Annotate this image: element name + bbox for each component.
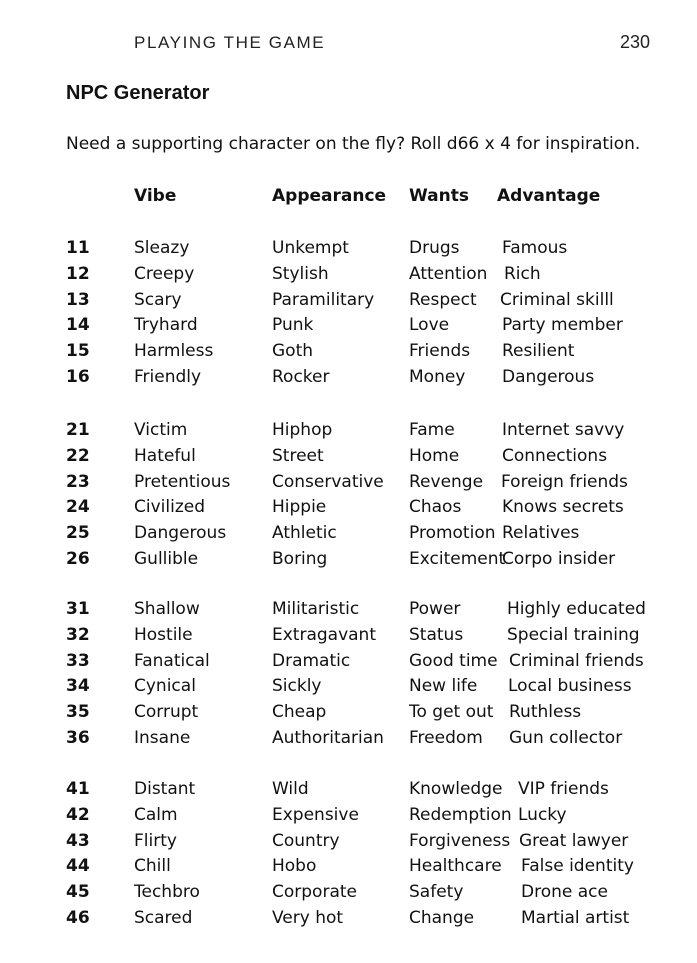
row-number: 25 xyxy=(66,523,90,544)
column-header-appearance: Appearance xyxy=(272,186,387,206)
vibe-cell: Corrupt xyxy=(134,702,199,723)
column-header-vibe: Vibe xyxy=(134,186,177,206)
appearance-cell: Athletic xyxy=(272,523,337,544)
row-number: 11 xyxy=(66,238,90,258)
vibe-cell: Scared xyxy=(134,908,193,928)
row-number: 45 xyxy=(66,882,90,903)
advantage-cell: Local business xyxy=(508,676,632,697)
wants-cell: Freedom xyxy=(409,728,483,748)
row-number: 12 xyxy=(66,263,90,284)
vibe-cell: Calm xyxy=(134,804,178,825)
vibe-cell: Gullible xyxy=(134,549,199,569)
wants-cell: Good time xyxy=(409,650,498,671)
row-number: 15 xyxy=(66,341,90,362)
row-number: 16 xyxy=(66,367,90,387)
appearance-cell: Unkempt xyxy=(272,238,349,258)
advantage-cell: Relatives xyxy=(502,523,580,544)
vibe-cell: Friendly xyxy=(134,367,202,387)
row-number: 33 xyxy=(66,650,90,671)
wants-cell: Home xyxy=(409,445,460,466)
advantage-cell: Dangerous xyxy=(502,367,595,387)
advantage-cell: Ruthless xyxy=(509,702,582,723)
appearance-cell: Stylish xyxy=(272,263,329,284)
row-number: 35 xyxy=(66,702,90,723)
column-header-advantage: Advantage xyxy=(497,186,601,206)
appearance-cell: Sickly xyxy=(272,676,322,697)
wants-cell: Chaos xyxy=(409,497,462,518)
row-number: 22 xyxy=(66,445,90,466)
page-title: NPC Generator xyxy=(66,82,210,104)
appearance-cell: Authoritarian xyxy=(272,728,384,748)
advantage-cell: Resilient xyxy=(502,341,575,362)
intro-paragraph: Need a supporting character on the fly? Roll d66 x 4 for inspiration. xyxy=(66,134,641,154)
wants-cell: Drugs xyxy=(409,238,460,258)
wants-cell: Love xyxy=(409,315,450,336)
advantage-cell: VIP friends xyxy=(518,779,609,799)
advantage-cell: Knows secrets xyxy=(502,497,624,518)
appearance-cell: Paramilitary xyxy=(272,289,375,310)
advantage-cell: False identity xyxy=(521,856,634,877)
advantage-cell: Special training xyxy=(507,624,640,645)
wants-cell: Forgiveness xyxy=(409,830,511,851)
appearance-cell: Goth xyxy=(272,341,314,362)
appearance-cell: Hippie xyxy=(272,497,327,518)
row-number: 42 xyxy=(66,804,90,825)
wants-cell: Respect xyxy=(409,289,477,310)
column-header-wants: Wants xyxy=(409,186,469,206)
row-number: 44 xyxy=(66,856,90,877)
vibe-cell: Civilized xyxy=(134,497,205,518)
vibe-cell: Dangerous xyxy=(134,523,227,544)
appearance-cell: Conservative xyxy=(272,471,384,492)
running-header: PLAYING THE GAME xyxy=(134,33,326,52)
advantage-cell: Corpo insider xyxy=(502,549,616,569)
wants-cell: Safety xyxy=(409,882,464,903)
appearance-cell: Dramatic xyxy=(272,650,351,671)
appearance-cell: Country xyxy=(272,830,340,851)
wants-cell: Status xyxy=(409,624,464,645)
row-number: 21 xyxy=(66,420,90,440)
vibe-cell: Distant xyxy=(134,779,196,799)
row-number: 14 xyxy=(66,315,90,336)
wants-cell: Excitement xyxy=(409,549,506,569)
row-number: 46 xyxy=(66,908,90,928)
advantage-cell: Internet savvy xyxy=(502,420,625,440)
row-number: 31 xyxy=(66,599,90,619)
vibe-cell: Shallow xyxy=(134,599,200,619)
appearance-cell: Expensive xyxy=(272,804,359,825)
row-number: 23 xyxy=(66,471,90,492)
advantage-cell: Foreign friends xyxy=(501,471,628,492)
vibe-cell: Techbro xyxy=(134,882,200,903)
wants-cell: Redemption xyxy=(409,804,512,825)
vibe-cell: Flirty xyxy=(134,830,177,851)
advantage-cell: Connections xyxy=(502,445,608,466)
vibe-cell: Sleazy xyxy=(134,238,190,258)
advantage-cell: Drone ace xyxy=(521,882,608,903)
wants-cell: To get out xyxy=(409,702,494,723)
appearance-cell: Corporate xyxy=(272,882,357,903)
vibe-cell: Creepy xyxy=(134,263,195,284)
appearance-cell: Very hot xyxy=(272,908,344,928)
wants-cell: Healthcare xyxy=(409,856,502,877)
appearance-cell: Cheap xyxy=(272,702,327,723)
row-number: 43 xyxy=(66,830,90,851)
appearance-cell: Boring xyxy=(272,549,328,569)
row-number: 36 xyxy=(66,728,90,748)
row-number: 24 xyxy=(66,497,90,518)
advantage-cell: Highly educated xyxy=(507,599,646,619)
appearance-cell: Rocker xyxy=(272,367,330,387)
appearance-cell: Hiphop xyxy=(272,420,333,440)
vibe-cell: Harmless xyxy=(134,341,214,362)
advantage-cell: Martial artist xyxy=(521,908,630,928)
row-number: 32 xyxy=(66,624,90,645)
wants-cell: Knowledge xyxy=(409,779,503,799)
row-number: 41 xyxy=(66,779,90,799)
advantage-cell: Lucky xyxy=(518,804,567,825)
wants-cell: Revenge xyxy=(409,471,484,492)
vibe-cell: Hateful xyxy=(134,445,196,466)
appearance-cell: Wild xyxy=(272,779,309,799)
wants-cell: Money xyxy=(409,367,466,387)
appearance-cell: Punk xyxy=(272,315,314,336)
appearance-cell: Hobo xyxy=(272,856,317,877)
advantage-cell: Criminal skilll xyxy=(500,289,614,310)
advantage-cell: Famous xyxy=(502,238,568,258)
advantage-cell: Rich xyxy=(504,263,541,284)
vibe-cell: Fanatical xyxy=(134,650,210,671)
vibe-cell: Hostile xyxy=(134,624,193,645)
advantage-cell: Gun collector xyxy=(509,728,623,748)
vibe-cell: Insane xyxy=(134,728,191,748)
vibe-cell: Tryhard xyxy=(134,315,198,336)
appearance-cell: Street xyxy=(272,445,324,466)
row-number: 26 xyxy=(66,549,90,569)
appearance-cell: Militaristic xyxy=(272,599,360,619)
wants-cell: Power xyxy=(409,599,461,619)
page-number: 230 xyxy=(620,32,651,52)
wants-cell: Promotion xyxy=(409,523,496,544)
vibe-cell: Cynical xyxy=(134,676,196,697)
wants-cell: Fame xyxy=(409,420,455,440)
appearance-cell: Extragavant xyxy=(272,624,377,645)
wants-cell: Attention xyxy=(409,263,488,284)
vibe-cell: Victim xyxy=(134,420,188,440)
row-number: 13 xyxy=(66,289,90,310)
wants-cell: Change xyxy=(409,908,475,928)
advantage-cell: Criminal friends xyxy=(509,650,644,671)
vibe-cell: Pretentious xyxy=(134,471,231,492)
vibe-cell: Chill xyxy=(134,856,171,877)
row-number: 34 xyxy=(66,676,90,697)
vibe-cell: Scary xyxy=(134,289,182,310)
wants-cell: New life xyxy=(409,676,478,697)
wants-cell: Friends xyxy=(409,341,471,362)
advantage-cell: Great lawyer xyxy=(519,830,629,851)
advantage-cell: Party member xyxy=(502,315,623,336)
